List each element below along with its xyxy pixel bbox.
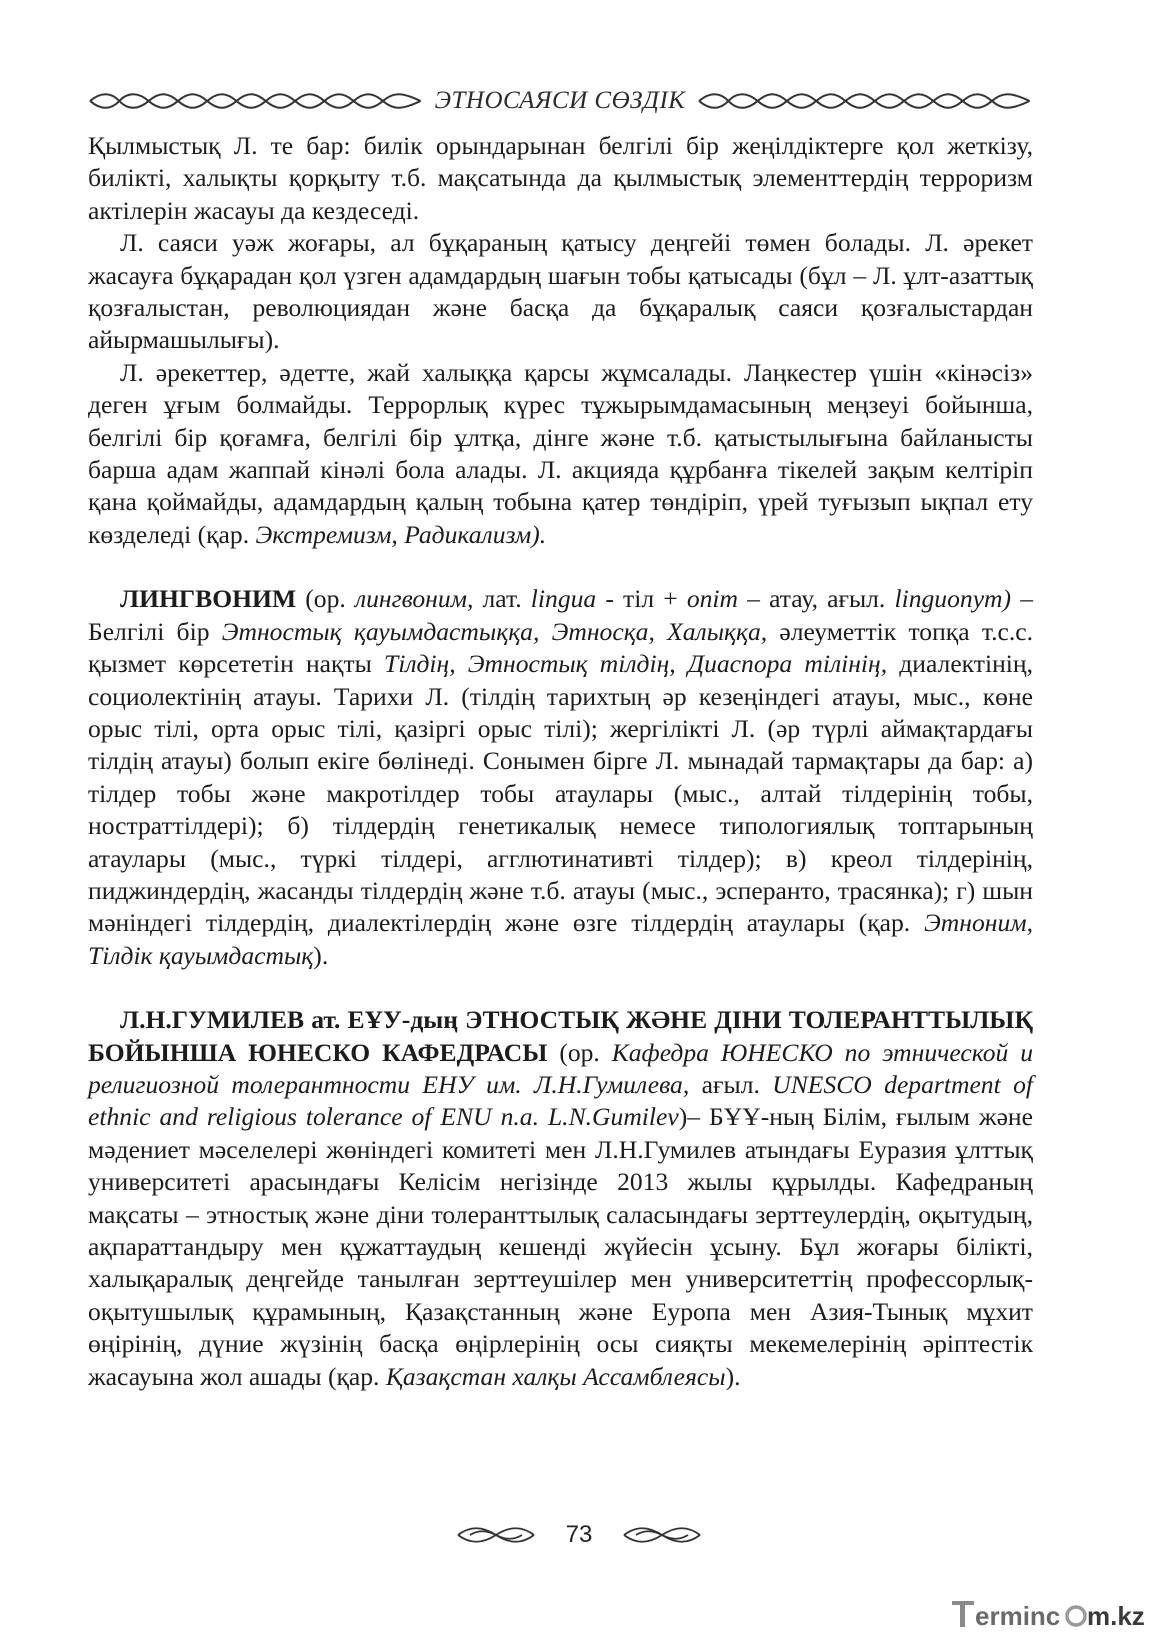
paragraph-p4 [88,583,1033,972]
italic-term: UNESCO department of ethnic and religious tolerance of ENU n.a. L.N.Gumilev [88,1069,1033,1132]
text-run: ). [313,940,329,970]
text-run: ағыл. [689,1069,773,1099]
text-run: (ор. [547,1037,612,1067]
text-run: диалектінің, социолектінің атауы. Тарихи Л. (тілдің тарихтың әр кезеңіндегі атауы, мыс., көне орыс тілі, орта орыс тілі, қазіргі орыс тілі); жергілікті Л. (әр түрлі аймақтардағы тілдің атауы) болып екіге бөлінеді. Сонымен бірге Л. мынадай тармақтары да бар: а) тілдер тобы және макротілдер тобы атаулары (мыс., алтай тілдерінің тобы, ностраттілдері); б) тілдердің генетикалық немесе типологиялық топтарының атаулары (мыс., түркі тілдері, агглютинативті тілдер); в) креол тілдерінің, пиджиндердің, жасанды тілдердің және т.б. атауы (мыс., эсперанто, трасянка); г) шын мәніндегі тілдердің, диалектілердің және өзге тілдердің атаулары (қар. [88,649,1033,938]
text-run: лат. [473,584,531,614]
italic-term: Этностық қауымдастыққа, Этносқа, Халыққа, [221,616,768,646]
kazakh-ornament-left-icon [88,90,423,112]
italic-term: Экстремизм, Радикализм). [255,519,547,549]
svg-text:m.kz: m.kz [1087,1601,1145,1631]
svg-text:erminc: erminc [975,1601,1061,1631]
paragraph-p1 [88,130,1033,227]
text-run: )– БҰҰ-ның Білім, ғылым және мәдениет мәселелері жөніндегі комитеті мен Л.Н.Гумилев атындағы Еуразия ұлттық университеті арасындағы Келісім негізінде 2013 жылы құрылды. Кафедраның мақсаты – этностық және діни толеранттылық саласындағы зерттеулердің, оқытудың, ақпараттандыру мен құжаттаудың кешенді жүйесін ұсыну. Бұл жоғары білікті, халықаралық деңгейде танылған зерттеушілер мен университеттің профессорлық-оқытушылық құрамының, Қазақстанның және Еуропа мен Азия-Тынық мұхит өңірінің, дүние жүзінің басқа өңірлерінің осы сияқты мекемелерінің әріптестік жасауына жол ашады (қар. [88,1102,1033,1391]
text-run: Л. әрекеттер, әдетте, жай халыққа қарсы жұмсалады. Лаңкестер үшін «кінәсіз» деген ұғым болмайды. Террорлық күрес тұжырымдамасының меңзеуі бойынша, белгілі бір қоғамға, белгілі бір ұлтқа, дінге және т.б. қатыстылығына байланысты барша адам жаппай кінәлі бола алады. Л. акцияда құрбанға тікелей зақым келтіріп қана қоймайды, адамдардың қалың тобына қатер төндіріп, үрей туғызып ықпал ету көзделеді (қар. [88,357,1033,549]
italic-term: Қазақстан халқы Ассамблеясы [385,1361,726,1391]
termincom-watermark [946,1598,1152,1632]
italic-term: Тілдің, Этностық тілдің, Диаспора тілінің, [383,649,888,679]
text-run: - тіл + [596,584,687,614]
header-title: ЭТНОСАЯСИ СӨЗДІК [434,87,686,114]
italic-term: lingua [530,584,597,614]
entry-spacer [88,551,1033,583]
page-header [88,86,1032,116]
paragraph-p5 [88,1004,1033,1393]
dictionary-body [88,130,1033,1393]
text-run: ). [725,1361,741,1391]
text-run: (ор. [296,584,355,614]
text-run: Қылмыстық Л. те бар: билік орындарынан белгілі бір жеңілдіктерге қол жеткізу, билікті, халықты қорқыту т.б. мақсатында да қылмыстық элементтердің терроризм актілерін жасауы да кездеседі. [88,131,1033,225]
italic-term: linguonym) – [894,584,1033,614]
headword: Л.Н.ГУМИЛЕВ ат. ЕҰУ-дың ЭТНОСТЫҚ ЖӘНЕ ДІНИ ТОЛЕРАНТТЫЛЫҚ БОЙЫНША ЮНЕСКО КАФЕДРАСЫ [88,1005,1033,1067]
swirl-ornament-right-icon [622,1524,702,1546]
entry-spacer [88,972,1033,1004]
text-run: – атау, ағыл. [738,584,895,614]
italic-term: Кафедра ЮНЕСКО по этнической и религиозной толерантности ЕНУ им. Л.Н.Гумилева, [88,1037,1034,1099]
italic-term: лингвоним, [354,584,474,614]
headword: ЛИНГВОНИМ [120,584,297,614]
termincom-logo-icon [946,1598,1152,1632]
italic-term: onim [686,584,738,614]
swirl-ornament-left-icon [456,1524,536,1546]
paragraph-p3 [88,357,1033,551]
paragraph-p2 [88,227,1033,357]
page-footer [0,1519,1158,1551]
text-run: Белгілі бір [88,616,222,646]
text-run: Л. саяси уәж жоғары, ал бұқараның қатысу деңгейі төмен болады. Л. әрекет жасауға бұқарадан қол үзген адамдардың шағын тобы қатысады (бұл – Л. ұлт-азаттық қозғалыстан, революциядан және басқа да бұқаралық саяси қозғалыстардан айырмашылығы). [88,228,1033,355]
text-run: әлеуметтік топқа т.с.с. қызмет көрсететін нақты [88,616,1034,679]
kazakh-ornament-right-icon [697,90,1032,112]
page-number: 73 [565,1521,593,1548]
italic-term: Этноним, Тілдік қауымдастық [88,908,1033,970]
